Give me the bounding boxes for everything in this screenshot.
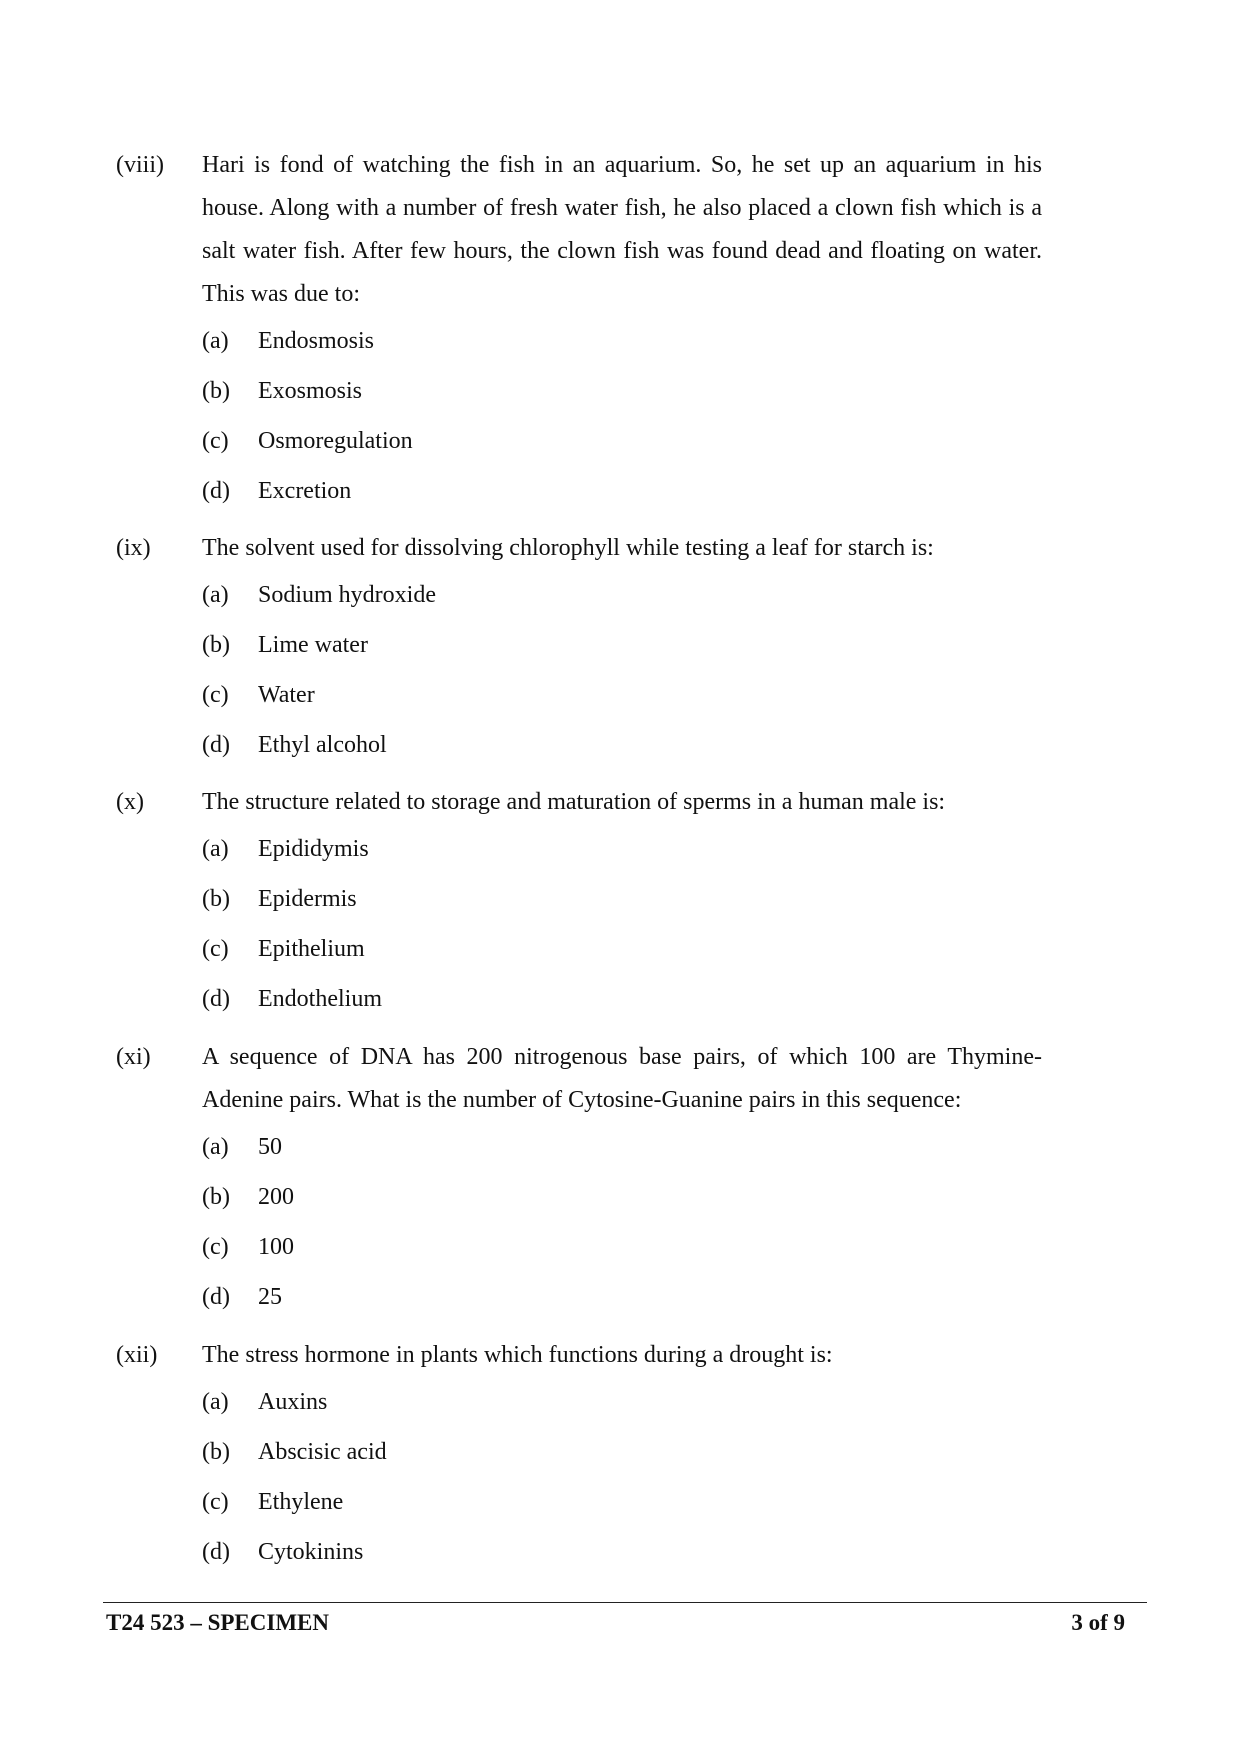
options-list [202,1381,1046,1581]
question-text: The structure related to storage and maturation of sperms in a human male is: [202,789,946,815]
option-d [202,724,1046,774]
question-number: (xii) [116,1342,158,1368]
question-number: (x) [116,789,144,815]
option-d [202,470,1046,520]
option-letter: (b) [202,1184,230,1210]
option-text: Epidermis [258,886,357,912]
option-b [202,1431,1046,1481]
option-letter: (b) [202,632,230,658]
option-letter: (d) [202,1539,230,1565]
option-text: Ethylene [258,1489,344,1515]
option-d [202,1276,1046,1326]
options-list [202,1126,1046,1326]
option-text: Epididymis [258,836,369,862]
option-b [202,370,1046,420]
option-text: Endosmosis [258,328,375,354]
question-text: The solvent used for dissolving chlorophyll while testing a leaf for starch is: [202,535,934,561]
option-letter: (d) [202,1284,230,1310]
question-number: (xi) [116,1044,151,1070]
option-letter: (a) [202,1389,229,1415]
option-letter: (b) [202,1439,230,1465]
question-text: The stress hormone in plants which functions during a drought is: [202,1342,833,1368]
question-text: A sequence of DNA has 200 nitrogenous base pairs, of which 100 are Thymine-Adenine pairs. What is the number of Cytosine-Guanine pairs in this sequence: [202,1044,1042,1113]
option-text: Water [258,682,315,708]
option-letter: (d) [202,732,230,758]
option-letter: (c) [202,1489,229,1515]
option-letter: (a) [202,582,229,608]
option-letter: (b) [202,378,230,404]
option-d [202,978,1046,1028]
option-text: Lime water [258,632,368,658]
option-text: Exosmosis [258,378,363,404]
option-text: Cytokinins [258,1539,364,1565]
option-a [202,320,1046,370]
option-text: Osmoregulation [258,428,413,454]
question-xii [116,1334,1046,1581]
option-text: 50 [258,1134,282,1160]
option-c [202,928,1046,978]
option-letter: (d) [202,986,230,1012]
option-letter: (b) [202,886,230,912]
option-text: Sodium hydroxide [258,582,436,608]
option-text: Ethyl alcohol [258,732,387,758]
option-letter: (a) [202,328,229,354]
option-b [202,624,1046,674]
option-letter: (d) [202,478,230,504]
options-list [202,574,1046,774]
page-number: 3 of 9 [1071,1610,1125,1635]
question-number: (viii) [116,152,164,178]
option-a [202,1126,1046,1176]
option-c [202,1226,1046,1276]
question-number: (ix) [116,535,151,561]
option-text: Auxins [258,1389,328,1415]
option-b [202,1176,1046,1226]
option-text: Endothelium [258,986,382,1012]
option-d [202,1531,1046,1581]
question-ix [116,527,1046,774]
option-text: Abscisic acid [258,1439,387,1465]
option-letter: (a) [202,1134,229,1160]
option-letter: (c) [202,936,229,962]
options-list [202,320,1046,520]
option-b [202,878,1046,928]
option-text: Epithelium [258,936,365,962]
question-xi [116,1036,1046,1326]
question-viii [116,144,1046,520]
option-letter: (a) [202,836,229,862]
option-c [202,420,1046,470]
question-text: Hari is fond of watching the fish in an aquarium. So, he set up an aquarium in his house. Along with a number of fresh water fish, he also placed a clown fish which is a salt water fish. After few hours, the clown fish was found dead and floating on water. This was due to: [202,152,1042,307]
option-letter: (c) [202,428,229,454]
paper-code: T24 523 – SPECIMEN [106,1610,329,1635]
option-a [202,1381,1046,1431]
option-text: 25 [258,1284,282,1310]
option-letter: (c) [202,1234,229,1260]
option-a [202,828,1046,878]
options-list [202,828,1046,1028]
option-letter: (c) [202,682,229,708]
option-text: 200 [258,1184,294,1210]
footer-divider [103,1602,1147,1603]
option-c [202,1481,1046,1531]
option-a [202,574,1046,624]
option-c [202,674,1046,724]
option-text: 100 [258,1234,294,1260]
option-text: Excretion [258,478,352,504]
question-x [116,781,1046,1028]
